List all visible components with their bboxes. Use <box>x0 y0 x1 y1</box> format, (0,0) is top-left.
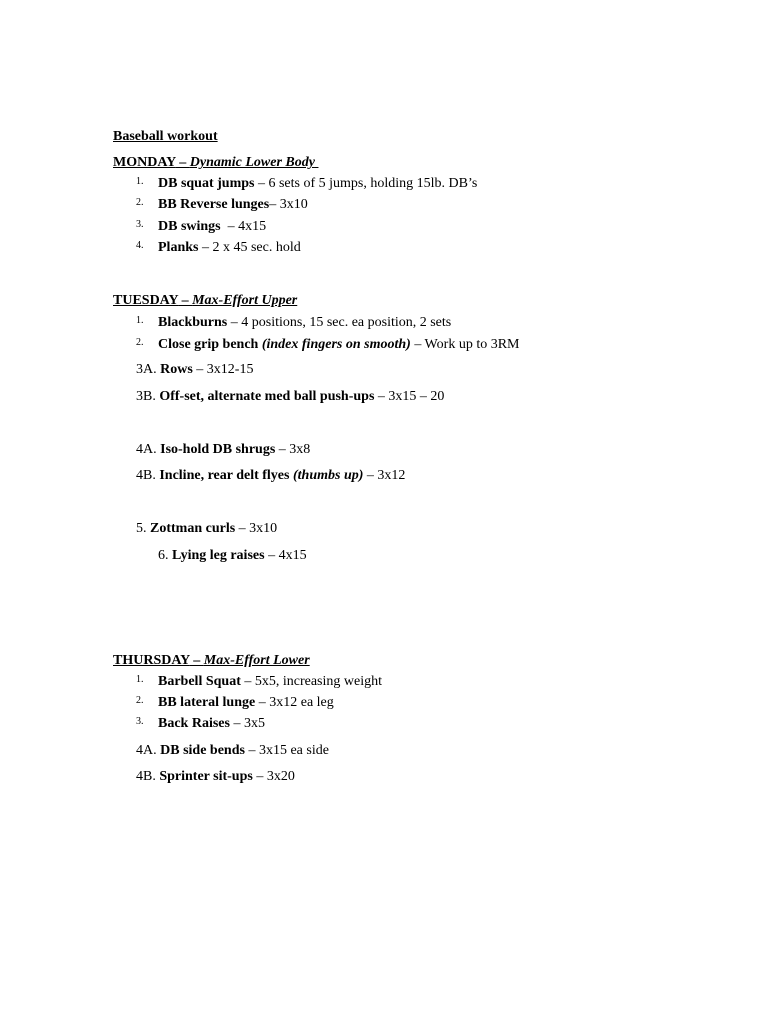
exercise-detail: – Work up to 3RM <box>410 337 520 352</box>
document-title: Baseball workout <box>113 129 218 144</box>
item-number: 5. <box>136 521 150 536</box>
exercise-name: DB side bends <box>160 743 245 758</box>
item-number: 4B. <box>136 468 160 483</box>
day-focus: Max-Effort Upper <box>192 293 298 308</box>
exercise-detail: – 3x10 <box>235 521 278 536</box>
exercise-detail: – 3x12-15 <box>192 362 254 377</box>
day-label: THURSDAY <box>113 653 190 668</box>
item-number: 2. <box>136 197 144 208</box>
exercise-detail: – 3x15 – 20 <box>374 389 445 404</box>
item-number: 3. <box>136 716 144 727</box>
item-number: 6. <box>158 548 172 563</box>
exercise-note: (thumbs up) <box>292 468 364 483</box>
day-label: TUESDAY <box>113 293 179 308</box>
list-item <box>136 770 295 784</box>
exercise-detail: – 3x15 ea side <box>244 743 329 758</box>
separator: – <box>175 155 190 170</box>
exercise-name: Lying leg raises <box>172 548 265 563</box>
exercise-detail: – 3x5 <box>229 716 265 731</box>
item-number: 4A. <box>136 442 161 457</box>
day-focus: Max-Effort Lower <box>203 653 310 668</box>
exercise-detail: – 4 positions, 15 sec. ea position, 2 sets <box>227 315 452 330</box>
exercise-name: Back Raises <box>158 716 230 731</box>
list-item <box>158 549 307 563</box>
exercise-name: Sprinter sit-ups <box>159 769 253 784</box>
exercise-name: Blackburns <box>158 315 228 330</box>
list-item <box>136 363 253 377</box>
exercise-name: Barbell Squat <box>158 674 241 689</box>
exercise-detail: – 5x5, increasing weight <box>240 674 382 689</box>
separator: – <box>178 293 193 308</box>
exercise-detail: – 3x20 <box>252 769 295 784</box>
exercise-name: BB Reverse lunges <box>158 197 270 212</box>
list-item <box>136 522 277 536</box>
list-item <box>136 469 405 483</box>
exercise-detail: – 2 x 45 sec. hold <box>198 240 301 255</box>
list-item <box>136 443 310 457</box>
item-number: 4B. <box>136 769 160 784</box>
day-label: MONDAY <box>113 155 176 170</box>
tuesday-heading <box>113 294 297 308</box>
item-number: 3A. <box>136 362 161 377</box>
exercise-name: Iso-hold DB shrugs <box>160 442 276 457</box>
exercise-detail: – 4x15 <box>220 219 267 234</box>
item-number: 1. <box>136 315 144 326</box>
exercise-name: Zottman curls <box>150 521 236 536</box>
list-item <box>136 744 329 758</box>
item-number: 1. <box>136 176 144 187</box>
separator: – <box>189 653 204 668</box>
item-number: 4. <box>136 240 144 251</box>
exercise-name: DB swings <box>158 219 221 234</box>
exercise-detail: – 3x10 <box>269 197 308 212</box>
exercise-name: BB lateral lunge <box>158 695 256 710</box>
item-number: 1. <box>136 674 144 685</box>
monday-heading <box>113 156 318 170</box>
thursday-heading <box>113 654 310 668</box>
exercise-name: Rows <box>160 362 193 377</box>
item-number: 3B. <box>136 389 160 404</box>
exercise-note: (index fingers on smooth) <box>261 337 411 352</box>
exercise-detail: – 3x8 <box>275 442 311 457</box>
exercise-name: Close grip bench <box>158 337 262 352</box>
exercise-name: Planks <box>158 240 199 255</box>
day-focus: Dynamic Lower Body <box>189 155 315 170</box>
exercise-name: Incline, rear delt flyes <box>159 468 293 483</box>
exercise-name: DB squat jumps <box>158 176 255 191</box>
exercise-detail: – 4x15 <box>264 548 307 563</box>
item-number: 3. <box>136 219 144 230</box>
item-number: 2. <box>136 337 144 348</box>
item-number: 2. <box>136 695 144 706</box>
exercise-detail: – 6 sets of 5 jumps, holding 15lb. DB’s <box>254 176 478 191</box>
exercise-detail: – 3x12 <box>363 468 406 483</box>
exercise-detail: – 3x12 ea leg <box>255 695 334 710</box>
list-item <box>136 390 444 404</box>
item-number: 4A. <box>136 743 161 758</box>
exercise-name: Off-set, alternate med ball push-ups <box>159 389 375 404</box>
